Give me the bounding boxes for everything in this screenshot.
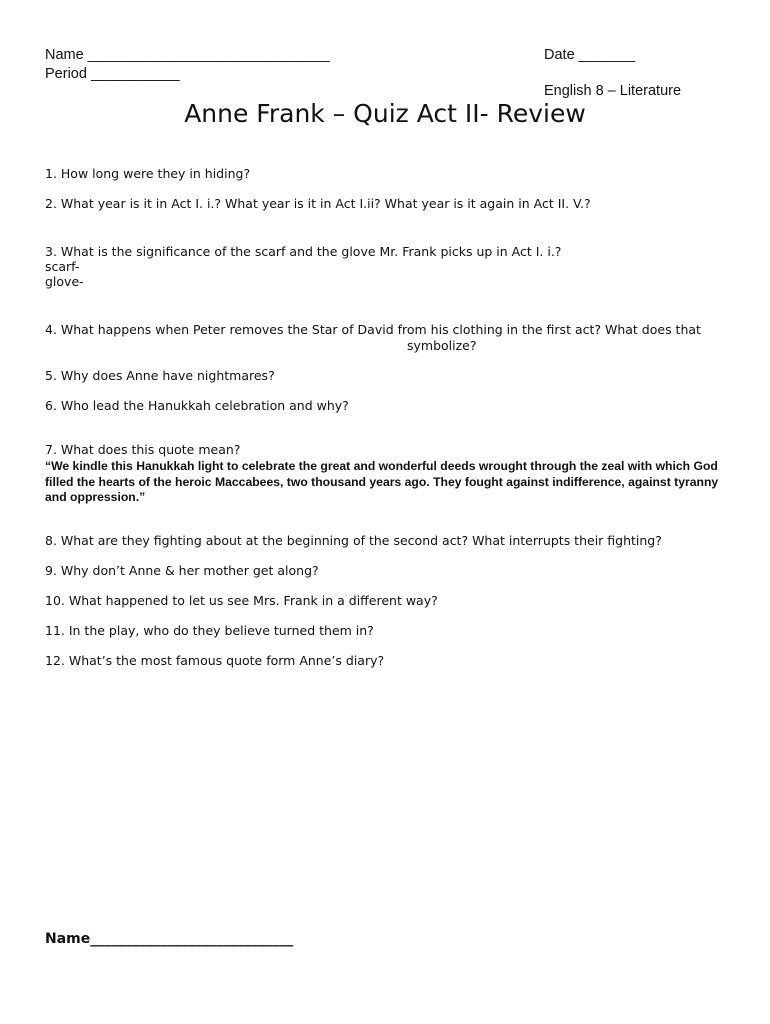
question-7: 7. What does this quote mean? [45, 442, 241, 457]
period-field-label: Period ___________ [45, 66, 180, 82]
question-1: 1. How long were they in hiding? [45, 166, 251, 181]
hanukkah-quote: “We kindle this Hanukkah light to celebrate the great and wonderful deeds wrought through the zeal with which God filled the hearts of the heroic Maccabees, two thousand years ago. They fought against indifference, against tyranny and oppression.” [45, 459, 719, 504]
question-10: 10. What happened to let us see Mrs. Frank in a different way? [45, 593, 438, 608]
question-11: 11. In the play, who do they believe turned them in? [45, 623, 374, 638]
question-4: 4. What happens when Peter removes the Star of David from his clothing in the first act? What does that [45, 322, 701, 337]
page-title: Anne Frank – Quiz Act II- Review [184, 99, 586, 128]
question-2: 2. What year is it in Act I. i.? What year is it in Act I.ii? What year is it again in Act II. V.? [45, 196, 591, 211]
question-9: 9. Why don’t Anne & her mother get along? [45, 563, 319, 578]
date-field-label: Date _______ [544, 47, 636, 63]
question-3-scarf: scarf- [45, 259, 80, 274]
question-3: 3. What is the significance of the scarf and the glove Mr. Frank picks up in Act I. i.? [45, 244, 562, 259]
name-field-label: Name ______________________________ [45, 47, 330, 63]
question-4-continued: symbolize? [407, 338, 477, 353]
footer-name-field-label: Name_____________________________ [45, 931, 294, 947]
question-6: 6. Who lead the Hanukkah celebration and why? [45, 398, 349, 413]
question-8: 8. What are they fighting about at the beginning of the second act? What interrupts their fighting? [45, 533, 662, 548]
question-3-glove: glove- [45, 274, 84, 289]
course-label: English 8 – Literature [544, 83, 682, 99]
question-12: 12. What’s the most famous quote form Anne’s diary? [45, 653, 385, 668]
question-5: 5. Why does Anne have nightmares? [45, 368, 275, 383]
